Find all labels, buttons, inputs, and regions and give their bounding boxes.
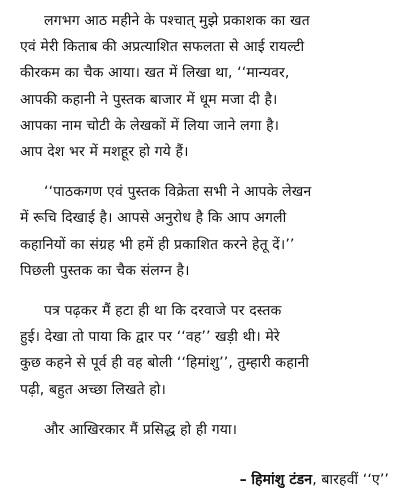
author-class: , बारहवीं ‘‘ए’’ [312,472,389,488]
text-line: आपकी कहानी ने पुस्तक बाजार में धूम मजा दी है। [20,91,278,108]
paragraph-3 [20,298,389,403]
text-line: पढ़ी, बहुत अच्छा लिखते हो। [20,381,166,398]
signature-dash: – [239,472,247,488]
text-line: पिछली पुस्तक का चैक संलग्न है। [20,262,190,279]
paragraph-1 [20,8,389,165]
paragraph-4 [20,417,389,443]
text-line: ‘‘पाठकगण एवं पुस्तक विक्रेता सभी ने आपके लेखन [44,184,312,201]
text-line: और आखिरकार मैं प्रसिद्ध हो ही गया। [44,421,238,438]
paragraph-gap [20,403,389,417]
author-name: हिमांशु टंडन [251,472,313,488]
text-line: कीरकम का चैक आया। खत में लिखा था, ‘‘मान्यवर, [20,65,290,82]
text-line: कहानियों का संग्रह भी हमें ही प्रकाशित करने हेतू दें।’’ [20,236,295,253]
paragraph-gap [20,284,389,298]
text-line: में रूचि दिखाई है। आपसे अनुरोध है कि आप अगली [20,210,287,227]
text-line: आप देश भर में मशहूर हो गये हैं। [20,144,189,161]
paragraph-gap [20,165,389,179]
text-line: लगभग आठ महीने के पश्चात् मुझे प्रकाशक का खत [44,13,310,29]
text-line: पत्र पढ़कर मैं हटा ही था कि दरवाजे पर दस्तक [44,303,282,320]
text-line: हुई। देखा तो पाया कि द्वार पर ‘‘वह’’ खड़ी थी। मेरे [20,329,280,346]
text-line: आपका नाम चोटी के लेखकों में लिया जाने लगा है। [20,117,280,134]
text-line: कुछ कहने से पूर्व ही वह बोली ‘‘हिमांशु’’, तुम्हारी कहानी [20,355,310,372]
author-signature [240,467,389,493]
paragraph-2 [20,179,389,284]
text-line: एवं मेरी किताब की अप्रत्याशित सफलता से आई रायल्टी [20,39,305,56]
